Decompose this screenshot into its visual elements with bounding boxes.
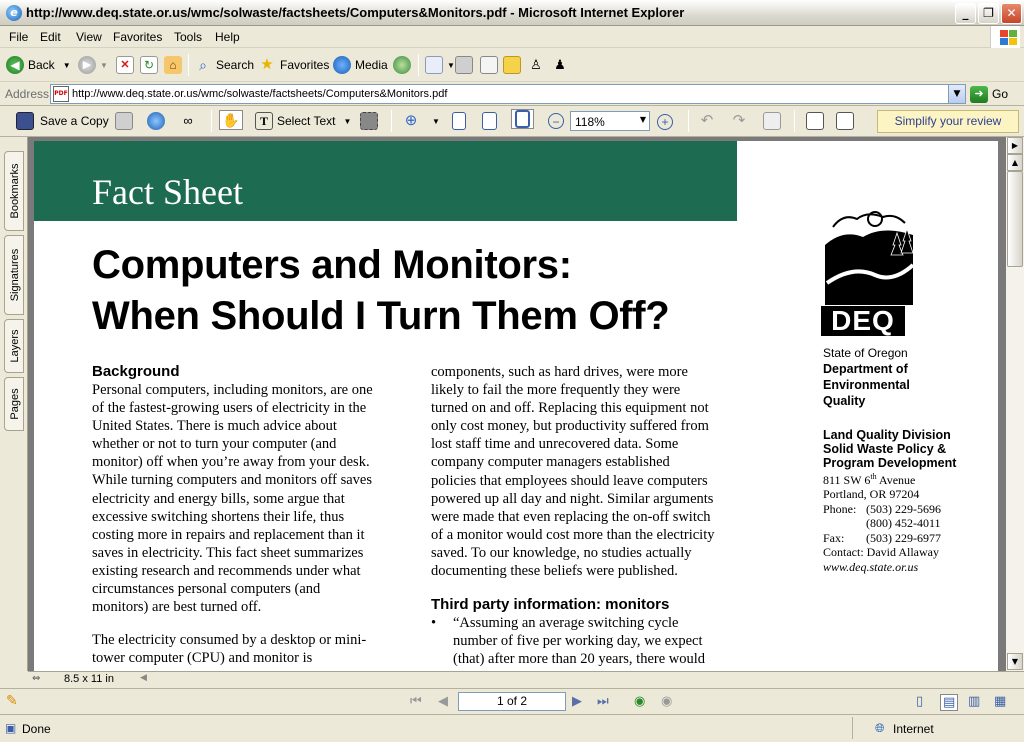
rotate-right-icon: ↷ — [732, 112, 746, 129]
fact-sheet-banner — [34, 141, 737, 221]
edit-page-icon — [480, 56, 498, 74]
rotate-left-icon: ↶ — [700, 112, 714, 129]
save-copy-button[interactable] — [16, 111, 109, 131]
last-page-icon[interactable]: ⏭ — [597, 694, 609, 709]
review-button[interactable] — [806, 111, 828, 131]
refresh-button[interactable] — [140, 55, 162, 75]
division-line-1: Land Quality Division — [823, 428, 951, 442]
third-party-heading: Third party information: monitors — [431, 596, 670, 613]
discuss-button[interactable] — [503, 55, 525, 75]
page-icon — [452, 112, 466, 130]
city-address: Portland, OR 97204 — [823, 487, 920, 501]
globe-mail-icon — [147, 112, 165, 130]
headline-line-1: Computers and Monitors: — [92, 243, 572, 287]
printer-icon — [115, 112, 133, 130]
user-icon: ♟ — [554, 57, 566, 72]
go-label: Go — [992, 87, 1009, 101]
background-paragraph: Personal computers, including monitors, are one of the fastest-growing users of electricity in the United States. There is much advice about whether or not to turn your computer (and monitor) off when you’re away from your desk. While turning computers and monitors off saves electricity and energy bills, some argue that excessive switching shortens their life, thus costing more in repairs and replacement than it saves in electricity. This fact sheet summarizes existing research and recommends under what circumstances personal computers (and monitors) are best turned off. — [92, 382, 373, 616]
back-button[interactable] — [6, 55, 71, 75]
address-label: Address — [5, 87, 50, 101]
search-icon: ⌕ — [199, 57, 207, 73]
address-dropdown-icon[interactable]: ▼ — [948, 85, 965, 103]
status-divider — [852, 717, 853, 739]
window-title: http://www.deq.state.or.us/wmc/solwaste/factsheets/Computers&Monitors.pdf - Microsoft Internet Explorer — [26, 5, 685, 20]
zoom-out-button[interactable] — [548, 111, 568, 131]
back-dropdown-icon[interactable]: ▼ — [62, 60, 71, 70]
media-label: Media — [355, 58, 388, 72]
toolbar-separator — [391, 110, 392, 132]
tab-bookmarks[interactable] — [4, 151, 24, 231]
document-stack-icon — [836, 112, 854, 130]
previous-view-icon[interactable]: ◉ — [634, 694, 646, 709]
ie-icon: e — [6, 5, 22, 21]
toolbar-separator — [188, 54, 189, 76]
status-text: Done — [22, 722, 51, 736]
save-copy-label: Save a Copy — [40, 114, 109, 128]
headline-line-2: When Should I Turn Them Off? — [92, 294, 670, 338]
division-line-2: Solid Waste Policy & — [823, 442, 947, 456]
rotate-left-button[interactable] — [698, 111, 720, 131]
fax-number: (503) 229-6977 — [866, 531, 941, 545]
copy-button[interactable] — [763, 111, 785, 131]
next-view-icon[interactable]: ◉ — [661, 694, 673, 709]
scroll-up-icon[interactable]: ▲ — [1007, 154, 1023, 171]
menu-file[interactable]: File — [9, 30, 29, 44]
sign-icon[interactable]: ✎ — [6, 693, 18, 709]
mail-icon — [425, 56, 443, 74]
navigation-panel-tabs — [0, 137, 28, 671]
edit-button[interactable] — [480, 55, 502, 75]
phone-number-1: (503) 229-5696 — [866, 502, 941, 516]
scroll-thumb[interactable] — [1007, 171, 1023, 267]
previous-page-icon[interactable]: ◀ — [438, 694, 448, 709]
banner-title: Fact Sheet — [92, 172, 243, 212]
page-size-label: 8.5 x 11 in — [64, 673, 114, 685]
zoom-in-button[interactable] — [657, 112, 677, 132]
snapshot-button[interactable] — [360, 111, 382, 131]
find-button[interactable] — [179, 111, 201, 131]
address-url[interactable]: http://www.deq.state.or.us/wmc/solwaste/factsheets/Computers&Monitors.pdf — [72, 88, 448, 100]
page-navigation-bar — [0, 688, 1024, 714]
facing-pages-icon[interactable]: ▥ — [968, 694, 981, 709]
next-page-icon[interactable]: ▶ — [572, 694, 582, 709]
search-button[interactable] — [194, 55, 254, 75]
single-page-icon[interactable]: ▯ — [916, 694, 924, 709]
messenger-button[interactable] — [527, 55, 549, 75]
plus-icon: + — [657, 114, 673, 130]
text-select-icon: T — [255, 112, 273, 130]
address-input[interactable] — [50, 84, 966, 104]
phone-number-2: (800) 452-4011 — [866, 516, 941, 530]
windows-logo-icon — [990, 26, 1020, 48]
fax-label: Fax: — [823, 531, 845, 545]
printer-icon — [455, 56, 473, 74]
document-viewport[interactable] — [28, 137, 1006, 671]
electricity-paragraph: The electricity consumed by a desktop or mini- tower computer (CPU) and monitor is — [92, 632, 367, 667]
pdf-toolbar — [0, 106, 1024, 137]
split-handle-icon[interactable]: ⇔ — [32, 673, 41, 684]
background-heading: Background — [92, 363, 180, 380]
forward-dropdown-icon[interactable]: ▼ — [100, 60, 108, 70]
agency-state: State of Oregon — [823, 346, 908, 360]
favorites-label: Favorites — [280, 58, 330, 72]
star-icon: ★ — [260, 56, 274, 73]
toolbar-separator — [794, 110, 795, 132]
home-icon: ⌂ — [164, 56, 182, 74]
division-line-3: Program Development — [823, 456, 957, 470]
menu-bar — [0, 26, 1024, 48]
pdf-page — [34, 141, 998, 671]
standard-toolbar — [0, 48, 1024, 82]
fit-width-button[interactable] — [511, 109, 534, 129]
refresh-icon: ↻ — [140, 56, 158, 74]
globe-icon: 🌐︎ — [875, 721, 885, 735]
search-label: Search — [216, 58, 255, 72]
continuous-page-icon[interactable]: ▤ — [940, 694, 958, 711]
menu-favorites[interactable]: Favorites — [113, 30, 163, 44]
tab-signatures-label: Signatures — [9, 248, 21, 302]
select-dropdown-icon[interactable]: ▼ — [343, 116, 352, 126]
toolbar-separator — [688, 110, 689, 132]
select-text-button[interactable] — [255, 111, 351, 131]
mail-button[interactable]: ▼ — [425, 55, 455, 75]
fit-width-icon — [515, 110, 530, 128]
agency-line-3: Environmental — [823, 378, 910, 392]
contact-name: Contact: David Allaway — [823, 545, 939, 559]
page-done-icon: ▣ — [5, 721, 17, 735]
vertical-scrollbar[interactable] — [1006, 137, 1024, 671]
address-bar — [0, 82, 1024, 106]
go-button[interactable] — [970, 84, 1008, 104]
home-button[interactable] — [164, 55, 186, 75]
scroll-left-icon[interactable]: ◀ — [140, 673, 147, 683]
street-address: 811 SW 6th Avenue — [823, 472, 916, 487]
agency-line-2: Department of — [823, 362, 908, 376]
components-paragraph: components, such as hard drives, were more likely to fail the more frequently they were turned on and off. Replacing this equipment not only cost money, but productivity suffered from lost staff time and unrecovered data. Some company computer managers established policies that employees should leave computers powered up all day and night. Similar arguments were made that even replacing the on-off switch of a monitor would cost more than the electricity saved. To our knowledge, no studies actually documenting these beliefs were published. — [431, 364, 715, 580]
tab-bookmarks-label: Bookmarks — [9, 163, 21, 219]
zoom-tool-button[interactable] — [402, 111, 440, 131]
actual-size-button[interactable] — [452, 111, 470, 131]
forward-button[interactable] — [78, 55, 108, 75]
back-arrow-icon: ◀ — [6, 56, 24, 74]
email-button[interactable] — [147, 111, 169, 131]
tab-pages-label: Pages — [9, 388, 21, 420]
first-page-icon[interactable]: ⏮ — [410, 694, 422, 709]
toolbar-separator — [418, 54, 419, 76]
stop-icon: ✕ — [116, 56, 134, 74]
zoom-dropdown-icon[interactable]: ▼ — [432, 116, 440, 126]
bullet-marker: • — [431, 615, 437, 631]
scroll-down-icon[interactable]: ▼ — [1007, 653, 1023, 670]
rotate-right-button[interactable] — [730, 111, 752, 131]
bullet-quote: “Assuming an average switching cycle number of five per working day, we expect (that) after more than 20 years, there would — [453, 615, 706, 668]
menu-help[interactable]: Help — [215, 30, 240, 44]
pdf-page-icon: PDF — [53, 86, 69, 102]
tab-signatures[interactable] — [4, 235, 24, 315]
camera-icon — [360, 112, 378, 130]
media-icon — [333, 56, 351, 74]
pdf-print-button[interactable] — [115, 111, 137, 131]
fit-page-button[interactable] — [482, 111, 501, 131]
zone-label: Internet — [893, 722, 934, 736]
go-arrow-icon: ➜ — [970, 86, 988, 103]
status-bar — [0, 714, 1024, 742]
favorites-button[interactable] — [258, 55, 329, 75]
floppy-disk-icon — [16, 112, 34, 130]
title-bar — [0, 0, 1024, 26]
menu-tools[interactable]: Tools — [174, 30, 203, 44]
page-number-field[interactable]: 1 of 2 — [458, 692, 566, 711]
continuous-facing-icon[interactable]: ▦ — [994, 694, 1007, 709]
tab-pages[interactable] — [4, 377, 24, 431]
note-icon — [503, 56, 521, 74]
website[interactable]: www.deq.state.or.us — [823, 560, 919, 574]
close-button[interactable]: ✕ — [1001, 3, 1022, 24]
toolbar-separator — [211, 110, 212, 132]
select-text-label: Select Text — [277, 114, 336, 128]
minimize-button[interactable]: _ — [955, 3, 976, 24]
maximize-button[interactable]: ❐ — [978, 3, 999, 24]
forward-arrow-icon: ▶ — [78, 56, 96, 74]
document-arrow-icon — [806, 112, 824, 130]
menu-edit[interactable]: Edit — [40, 30, 61, 44]
hand-tool-button[interactable] — [219, 110, 243, 130]
back-label: Back — [28, 58, 55, 72]
agency-line-4: Quality — [823, 394, 866, 408]
zoom-select[interactable] — [570, 111, 650, 131]
history-icon — [393, 56, 411, 74]
share-button[interactable] — [836, 111, 858, 131]
copy-icon — [763, 112, 781, 130]
person-icon: ♙ — [530, 57, 542, 72]
print-button[interactable] — [455, 55, 477, 75]
deq-wordmark: DEQ — [821, 306, 905, 336]
history-button[interactable] — [393, 55, 415, 75]
media-button[interactable] — [333, 55, 388, 75]
zoom-select-dropdown-icon[interactable]: ▼ — [639, 115, 646, 124]
pane-arrow-icon[interactable]: ▶ — [1007, 137, 1023, 154]
page-size-bar — [28, 671, 1024, 688]
fit-page-icon — [482, 112, 497, 130]
tab-layers-label: Layers — [9, 329, 21, 363]
magnifier-icon: ⊕ — [404, 112, 418, 129]
zoom-value[interactable]: 118% — [575, 115, 605, 129]
minus-icon: − — [548, 113, 564, 129]
menu-view[interactable]: View — [76, 30, 102, 44]
binoculars-icon: ∞ — [183, 113, 193, 128]
stop-button[interactable] — [116, 55, 138, 75]
research-button[interactable] — [551, 55, 573, 75]
hand-icon: ✋ — [222, 112, 240, 128]
phone-label: Phone: — [823, 502, 857, 516]
deq-landscape-logo — [821, 205, 917, 305]
promo-link[interactable]: Simplify your review — [877, 110, 1019, 133]
